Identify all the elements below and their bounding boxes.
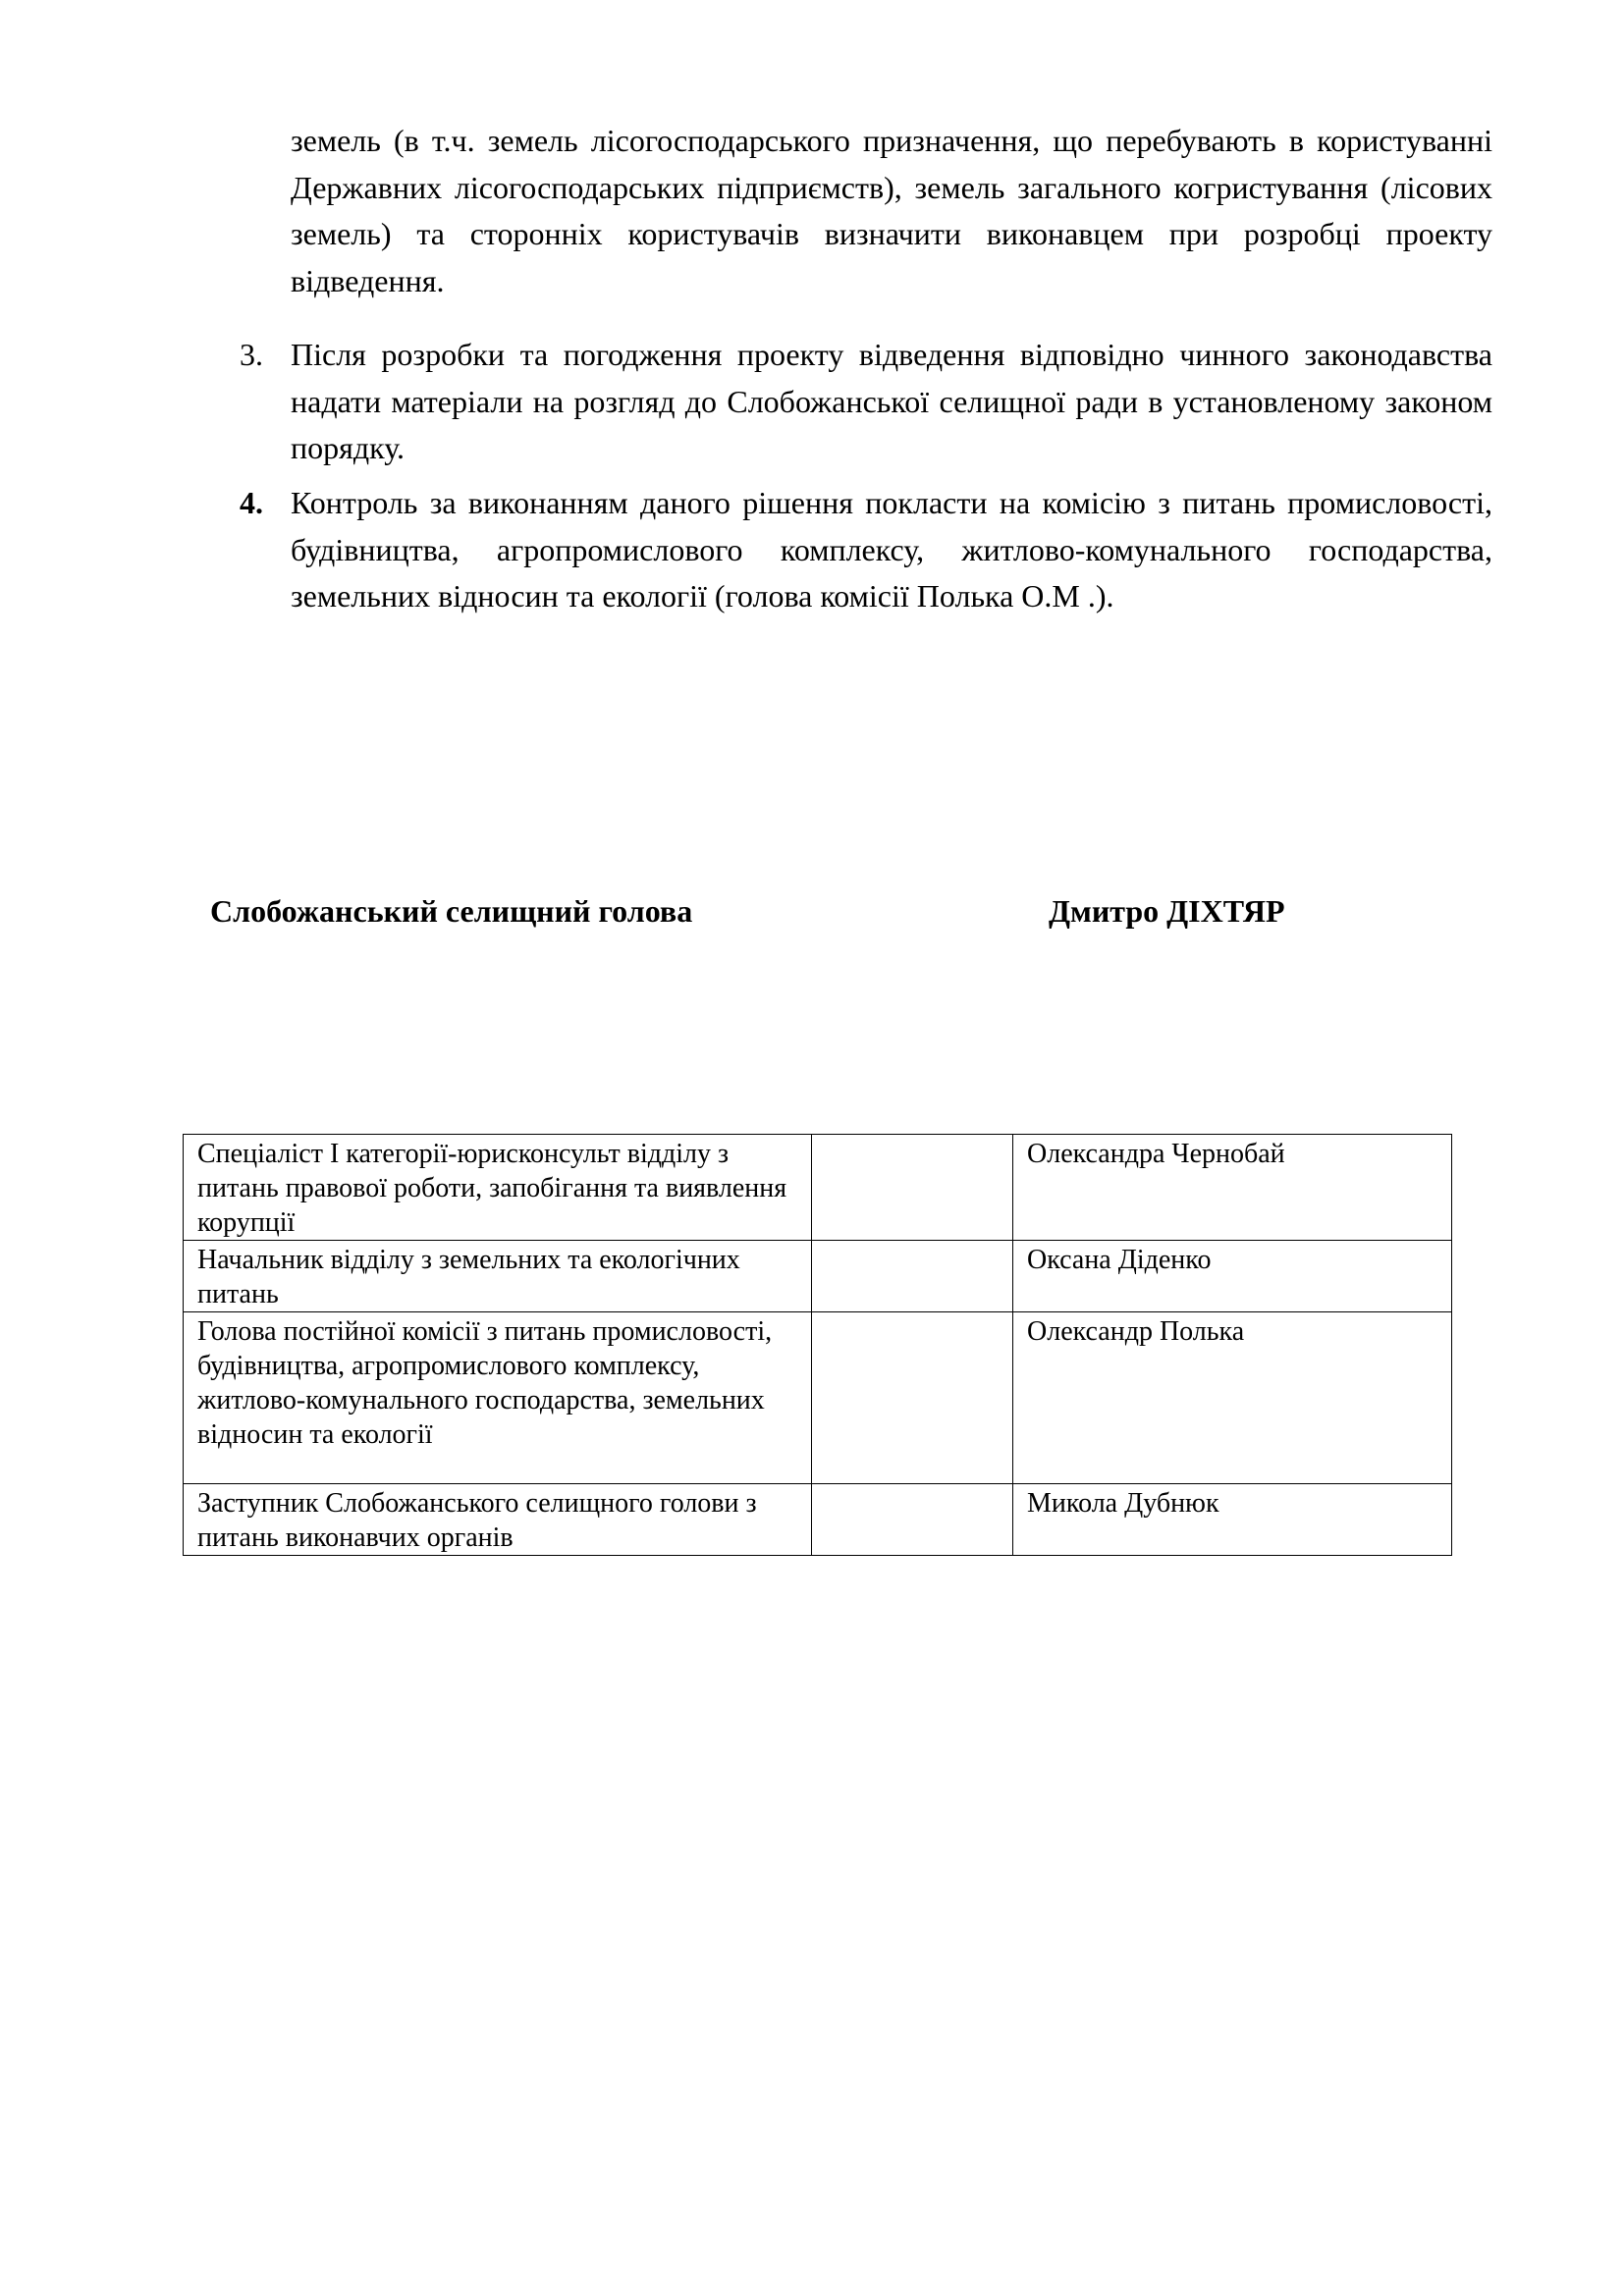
approver-name: Олександр Полька <box>1013 1312 1452 1484</box>
signature-name: Дмитро ДІХТЯР <box>1049 893 1285 929</box>
table-row <box>184 1135 1452 1241</box>
approver-name: Микола Дубнюк <box>1013 1484 1452 1556</box>
item-4-text: Контроль за виконанням даного рішення покласти на комісію з питань промисловості, будівництва, агропромислового комплексу, житлово-комунального господарства, земельних відносин та екології (голова комісії Полька О.М .). <box>291 485 1492 614</box>
table-row <box>184 1312 1452 1484</box>
paragraph-continuation: земель (в т.ч. земель лісогосподарського призначення, що перебувають в користуванні Державних лісогосподарських підприємств), земель загального когристування (лісових земель) та сторонніх користувачів визначити виконавцем при розробці проекту відведення. <box>291 123 1492 298</box>
table-row <box>184 1241 1452 1312</box>
approver-position: Спеціаліст І категорії-юрисконсульт відділу з питань правової роботи, запобігання та виявлення корупції <box>184 1135 812 1241</box>
approver-name: Оксана Діденко <box>1013 1241 1452 1312</box>
approver-position: Начальник відділу з земельних та екологічних питань <box>184 1241 812 1312</box>
signature-title: Слобожанський селищний голова <box>210 893 693 929</box>
approver-position: Голова постійної комісії з питань промисловості, будівництва, агропромислового комплексу, житлово-комунального господарства, земельних відносин та екології <box>184 1312 812 1484</box>
approver-signature-cell <box>812 1484 1013 1556</box>
item-4-number: 4. <box>240 485 263 520</box>
item-3-number: 3. <box>240 337 263 372</box>
approver-signature-cell <box>812 1312 1013 1484</box>
item-3-text: Після розробки та погодження проекту відведення відповідно чинного законодавства надати матеріали на розгляд до Слобожанської селищної ради в установленому законом порядку. <box>291 337 1492 465</box>
approver-signature-cell <box>812 1135 1013 1241</box>
approver-position: Заступник Слобожанського селищного голови з питань виконавчих органів <box>184 1484 812 1556</box>
approver-signature-cell <box>812 1241 1013 1312</box>
approver-name: Олександра Чернобай <box>1013 1135 1452 1241</box>
table-row <box>184 1484 1452 1556</box>
approval-table <box>183 1134 1452 1556</box>
